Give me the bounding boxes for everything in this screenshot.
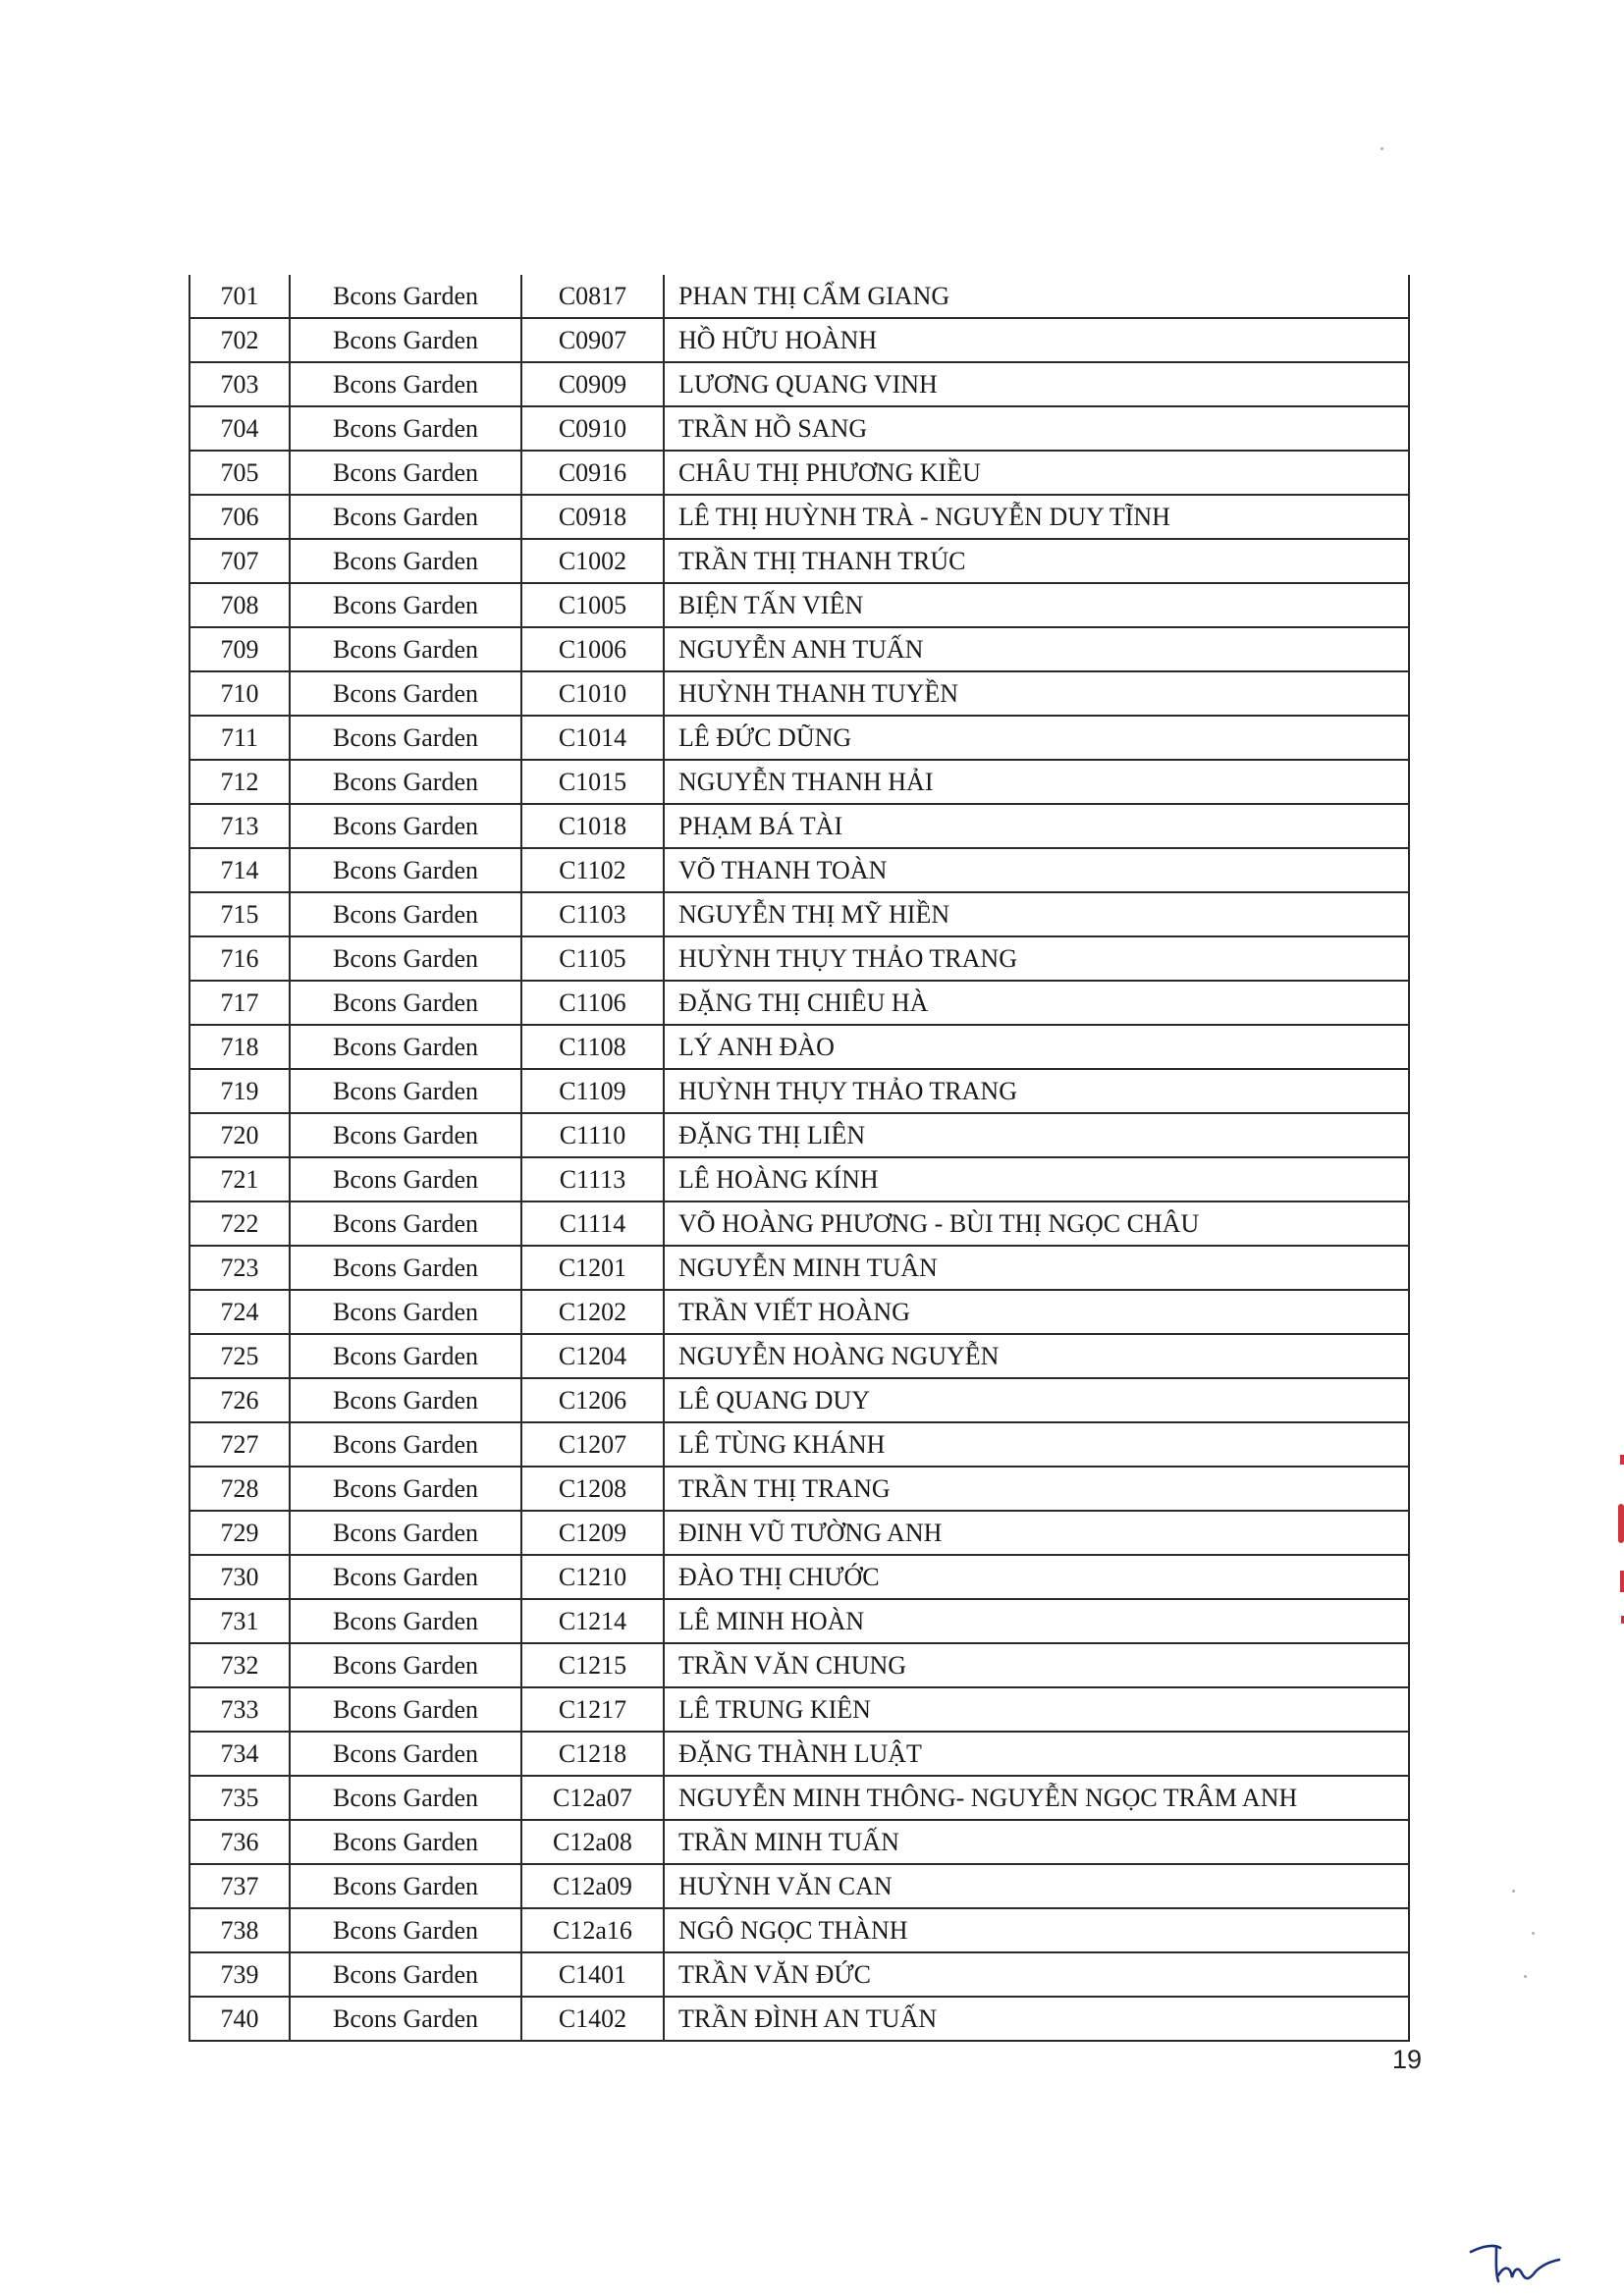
table-row	[189, 1555, 1409, 1599]
owner-name: VÕ THANH TOÀN	[664, 848, 1409, 892]
project-name: Bcons Garden	[290, 583, 521, 627]
table-row	[189, 627, 1409, 671]
row-number: 725	[189, 1334, 290, 1378]
project-name: Bcons Garden	[290, 539, 521, 583]
stamp-edge-mark	[1610, 1443, 1624, 1639]
table-row	[189, 1599, 1409, 1643]
table-row	[189, 1643, 1409, 1687]
project-name: Bcons Garden	[290, 1511, 521, 1555]
project-name: Bcons Garden	[290, 362, 521, 406]
project-name: Bcons Garden	[290, 760, 521, 804]
table-row	[189, 936, 1409, 981]
project-name: Bcons Garden	[290, 318, 521, 362]
owner-name: PHAN THỊ CẨM GIANG	[664, 275, 1409, 318]
table-row	[189, 1201, 1409, 1246]
owner-name: TRẦN HỒ SANG	[664, 406, 1409, 451]
table-row	[189, 804, 1409, 848]
table-row	[189, 671, 1409, 716]
owner-name: LÊ HOÀNG KÍNH	[664, 1157, 1409, 1201]
table-row	[189, 1952, 1409, 1997]
owner-name: NGUYỄN ANH TUẤN	[664, 627, 1409, 671]
table-row	[189, 1511, 1409, 1555]
owner-name: BIỆN TẤN VIÊN	[664, 583, 1409, 627]
project-name: Bcons Garden	[290, 1025, 521, 1069]
row-number: 732	[189, 1643, 290, 1687]
row-number: 737	[189, 1864, 290, 1908]
unit-code: C1204	[521, 1334, 664, 1378]
unit-code: C0907	[521, 318, 664, 362]
unit-code: C1214	[521, 1599, 664, 1643]
unit-code: C1006	[521, 627, 664, 671]
table-row	[189, 1732, 1409, 1776]
project-name: Bcons Garden	[290, 1997, 521, 2041]
owner-name: NGUYỄN THANH HẢI	[664, 760, 1409, 804]
table-row	[189, 318, 1409, 362]
table-row	[189, 1025, 1409, 1069]
table-row	[189, 1908, 1409, 1952]
project-name: Bcons Garden	[290, 1467, 521, 1511]
owner-name: TRẦN VIẾT HOÀNG	[664, 1290, 1409, 1334]
table-row	[189, 539, 1409, 583]
row-number: 714	[189, 848, 290, 892]
project-name: Bcons Garden	[290, 1201, 521, 1246]
owner-name: LƯƠNG QUANG VINH	[664, 362, 1409, 406]
project-name: Bcons Garden	[290, 1952, 521, 1997]
row-number: 728	[189, 1467, 290, 1511]
project-name: Bcons Garden	[290, 1908, 521, 1952]
row-number: 709	[189, 627, 290, 671]
project-name: Bcons Garden	[290, 627, 521, 671]
row-number: 721	[189, 1157, 290, 1201]
owner-name: ĐÀO THỊ CHƯỚC	[664, 1555, 1409, 1599]
table-row	[189, 1157, 1409, 1201]
table-row	[189, 716, 1409, 760]
project-name: Bcons Garden	[290, 1334, 521, 1378]
unit-code: C1206	[521, 1378, 664, 1422]
row-number: 726	[189, 1378, 290, 1422]
owner-name: NGUYỄN THỊ MỸ HIỀN	[664, 892, 1409, 936]
project-name: Bcons Garden	[290, 451, 521, 495]
project-name: Bcons Garden	[290, 1113, 521, 1157]
table-row	[189, 1820, 1409, 1864]
unit-code: C1402	[521, 1997, 664, 2041]
owner-name: VÕ HOÀNG PHƯƠNG - BÙI THỊ NGỌC CHÂU	[664, 1201, 1409, 1246]
owner-name: LÊ MINH HOÀN	[664, 1599, 1409, 1643]
unit-code: C12a08	[521, 1820, 664, 1864]
table-row	[189, 1467, 1409, 1511]
unit-code: C1201	[521, 1246, 664, 1290]
unit-code: C0817	[521, 275, 664, 318]
unit-code: C1113	[521, 1157, 664, 1201]
unit-code: C1103	[521, 892, 664, 936]
project-name: Bcons Garden	[290, 671, 521, 716]
unit-code: C1018	[521, 804, 664, 848]
row-number: 703	[189, 362, 290, 406]
owner-name: LÊ QUANG DUY	[664, 1378, 1409, 1422]
project-name: Bcons Garden	[290, 936, 521, 981]
table-row	[189, 451, 1409, 495]
owner-name: HUỲNH THỤY THẢO TRANG	[664, 1069, 1409, 1113]
owner-name: CHÂU THỊ PHƯƠNG KIỀU	[664, 451, 1409, 495]
unit-code: C12a07	[521, 1776, 664, 1820]
unit-code: C1109	[521, 1069, 664, 1113]
row-number: 740	[189, 1997, 290, 2041]
signature-mark	[1469, 2238, 1563, 2287]
unit-code: C1217	[521, 1687, 664, 1732]
unit-code: C1102	[521, 848, 664, 892]
table-row	[189, 1246, 1409, 1290]
owner-name: LÝ ANH ĐÀO	[664, 1025, 1409, 1069]
row-number: 730	[189, 1555, 290, 1599]
owner-name: HUỲNH VĂN CAN	[664, 1864, 1409, 1908]
unit-code: C12a16	[521, 1908, 664, 1952]
table-row	[189, 1776, 1409, 1820]
scan-speckle	[1512, 1890, 1515, 1893]
row-number: 729	[189, 1511, 290, 1555]
unit-code: C1005	[521, 583, 664, 627]
row-number: 707	[189, 539, 290, 583]
owner-name: LÊ ĐỨC DŨNG	[664, 716, 1409, 760]
project-name: Bcons Garden	[290, 981, 521, 1025]
project-name: Bcons Garden	[290, 804, 521, 848]
table-row	[189, 495, 1409, 539]
owner-name: ĐẶNG THÀNH LUẬT	[664, 1732, 1409, 1776]
table-row	[189, 1422, 1409, 1467]
row-number: 735	[189, 1776, 290, 1820]
table-row	[189, 1069, 1409, 1113]
page-number: 19	[1392, 2045, 1423, 2074]
owner-name: TRẦN THỊ THANH TRÚC	[664, 539, 1409, 583]
row-number: 739	[189, 1952, 290, 1997]
unit-code: C1202	[521, 1290, 664, 1334]
project-name: Bcons Garden	[290, 1069, 521, 1113]
row-number: 718	[189, 1025, 290, 1069]
row-number: 733	[189, 1687, 290, 1732]
owner-name: ĐẶNG THỊ CHIÊU HÀ	[664, 981, 1409, 1025]
table-row	[189, 1378, 1409, 1422]
owner-name: NGUYỄN HOÀNG NGUYỄN	[664, 1334, 1409, 1378]
project-name: Bcons Garden	[290, 1157, 521, 1201]
project-name: Bcons Garden	[290, 1687, 521, 1732]
row-number: 706	[189, 495, 290, 539]
unit-code: C0909	[521, 362, 664, 406]
table-row	[189, 1334, 1409, 1378]
table-row	[189, 760, 1409, 804]
unit-code: C1207	[521, 1422, 664, 1467]
project-name: Bcons Garden	[290, 1864, 521, 1908]
scan-speckle	[1532, 1932, 1535, 1935]
project-name: Bcons Garden	[290, 1599, 521, 1643]
unit-code: C1218	[521, 1732, 664, 1776]
table-row	[189, 848, 1409, 892]
row-number: 734	[189, 1732, 290, 1776]
row-number: 727	[189, 1422, 290, 1467]
owner-name: TRẦN VĂN CHUNG	[664, 1643, 1409, 1687]
unit-code: C1209	[521, 1511, 664, 1555]
unit-code: C1401	[521, 1952, 664, 1997]
row-number: 705	[189, 451, 290, 495]
table-row	[189, 1997, 1409, 2041]
scan-speckle	[1380, 147, 1383, 150]
row-number: 712	[189, 760, 290, 804]
row-number: 723	[189, 1246, 290, 1290]
table-row	[189, 1113, 1409, 1157]
records-table-body	[189, 275, 1409, 2041]
project-name: Bcons Garden	[290, 892, 521, 936]
unit-code: C1014	[521, 716, 664, 760]
row-number: 711	[189, 716, 290, 760]
row-number: 717	[189, 981, 290, 1025]
row-number: 724	[189, 1290, 290, 1334]
table-row	[189, 1864, 1409, 1908]
row-number: 708	[189, 583, 290, 627]
row-number: 738	[189, 1908, 290, 1952]
row-number: 715	[189, 892, 290, 936]
owner-name: PHẠM BÁ TÀI	[664, 804, 1409, 848]
project-name: Bcons Garden	[290, 848, 521, 892]
owner-name: NGÔ NGỌC THÀNH	[664, 1908, 1409, 1952]
unit-code: C1110	[521, 1113, 664, 1157]
project-name: Bcons Garden	[290, 1732, 521, 1776]
table-row	[189, 583, 1409, 627]
unit-code: C1105	[521, 936, 664, 981]
table-row	[189, 1290, 1409, 1334]
table-row	[189, 981, 1409, 1025]
row-number: 736	[189, 1820, 290, 1864]
project-name: Bcons Garden	[290, 1246, 521, 1290]
project-name: Bcons Garden	[290, 1290, 521, 1334]
row-number: 701	[189, 275, 290, 318]
owner-name: HUỲNH THỤY THẢO TRANG	[664, 936, 1409, 981]
row-number: 713	[189, 804, 290, 848]
owner-name: ĐINH VŨ TƯỜNG ANH	[664, 1511, 1409, 1555]
unit-code: C1106	[521, 981, 664, 1025]
project-name: Bcons Garden	[290, 406, 521, 451]
unit-code: C1015	[521, 760, 664, 804]
unit-code: C0918	[521, 495, 664, 539]
row-number: 710	[189, 671, 290, 716]
owner-name: LÊ TRUNG KIÊN	[664, 1687, 1409, 1732]
row-number: 719	[189, 1069, 290, 1113]
unit-code: C1114	[521, 1201, 664, 1246]
project-name: Bcons Garden	[290, 1422, 521, 1467]
table-row	[189, 892, 1409, 936]
project-name: Bcons Garden	[290, 1820, 521, 1864]
owner-name: TRẦN MINH TUẤN	[664, 1820, 1409, 1864]
project-name: Bcons Garden	[290, 1776, 521, 1820]
unit-code: C1208	[521, 1467, 664, 1511]
unit-code: C12a09	[521, 1864, 664, 1908]
owner-name: TRẦN VĂN ĐỨC	[664, 1952, 1409, 1997]
owner-name: NGUYỄN MINH TUÂN	[664, 1246, 1409, 1290]
owner-name: NGUYỄN MINH THÔNG- NGUYỄN NGỌC TRÂM ANH	[664, 1776, 1409, 1820]
unit-code: C1002	[521, 539, 664, 583]
owner-name: LÊ TÙNG KHÁNH	[664, 1422, 1409, 1467]
row-number: 702	[189, 318, 290, 362]
table-row	[189, 406, 1409, 451]
scan-speckle	[1524, 1975, 1527, 1978]
project-name: Bcons Garden	[290, 1555, 521, 1599]
row-number: 731	[189, 1599, 290, 1643]
owner-name: ĐẶNG THỊ LIÊN	[664, 1113, 1409, 1157]
unit-code: C0916	[521, 451, 664, 495]
project-name: Bcons Garden	[290, 1378, 521, 1422]
row-number: 704	[189, 406, 290, 451]
unit-code: C1108	[521, 1025, 664, 1069]
table-row	[189, 1687, 1409, 1732]
row-number: 716	[189, 936, 290, 981]
owner-name: TRẦN ĐÌNH AN TUẤN	[664, 1997, 1409, 2041]
row-number: 722	[189, 1201, 290, 1246]
owner-name: LÊ THỊ HUỲNH TRÀ - NGUYỄN DUY TĨNH	[664, 495, 1409, 539]
owner-name: HỒ HỮU HOÀNH	[664, 318, 1409, 362]
project-name: Bcons Garden	[290, 495, 521, 539]
unit-code: C1010	[521, 671, 664, 716]
unit-code: C1210	[521, 1555, 664, 1599]
unit-code: C1215	[521, 1643, 664, 1687]
row-number: 720	[189, 1113, 290, 1157]
owner-name: TRẦN THỊ TRANG	[664, 1467, 1409, 1511]
table-row	[189, 275, 1409, 318]
records-table	[189, 275, 1410, 2042]
table-row	[189, 362, 1409, 406]
project-name: Bcons Garden	[290, 275, 521, 318]
project-name: Bcons Garden	[290, 1643, 521, 1687]
project-name: Bcons Garden	[290, 716, 521, 760]
owner-name: HUỲNH THANH TUYỀN	[664, 671, 1409, 716]
unit-code: C0910	[521, 406, 664, 451]
